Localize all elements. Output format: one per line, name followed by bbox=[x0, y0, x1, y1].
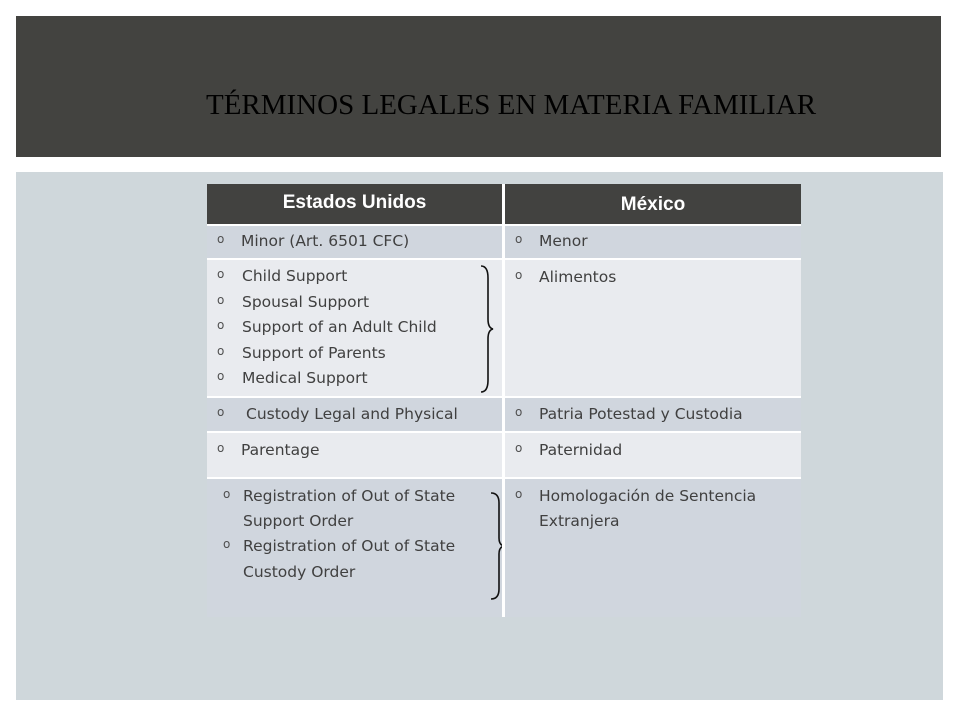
bullet-icon: o bbox=[217, 318, 225, 332]
us-term: Minor (Art. 6501 CFC) bbox=[241, 232, 410, 250]
us-term-continued: Custody Order bbox=[243, 563, 356, 581]
right-brace-icon bbox=[479, 264, 495, 394]
bullet-icon: o bbox=[217, 405, 225, 419]
mx-term: Paternidad bbox=[539, 441, 623, 459]
bullet-icon: o bbox=[515, 232, 523, 246]
us-term: Support of Parents bbox=[242, 344, 386, 362]
table-row-3-mx bbox=[505, 433, 801, 477]
table-row-1-mx bbox=[505, 260, 801, 396]
bullet-icon: o bbox=[217, 293, 225, 307]
bullet-icon: o bbox=[217, 267, 225, 281]
table-row-2-us bbox=[207, 398, 502, 431]
title-bar bbox=[16, 16, 941, 157]
us-term: Spousal Support bbox=[242, 293, 370, 311]
slide-title: TÉRMINOS LEGALES EN MATERIA FAMILIAR bbox=[206, 89, 817, 121]
mx-term: Patria Potestad y Custodia bbox=[539, 405, 743, 423]
bullet-icon: o bbox=[217, 232, 225, 246]
table-row-2-mx bbox=[505, 398, 801, 431]
right-brace-icon bbox=[487, 491, 502, 601]
us-term: Child Support bbox=[242, 267, 348, 285]
bullet-icon: o bbox=[515, 441, 523, 455]
mx-term: Menor bbox=[539, 232, 588, 250]
mx-term: Homologación de Sentencia bbox=[539, 487, 757, 505]
mx-term: Alimentos bbox=[539, 268, 617, 286]
header-mexico: México bbox=[505, 184, 801, 224]
us-term: Medical Support bbox=[242, 369, 368, 387]
header-estados-unidos: Estados Unidos bbox=[207, 184, 502, 224]
us-term: Registration of Out of State bbox=[243, 537, 456, 555]
bullet-icon: o bbox=[515, 268, 523, 282]
bullet-icon: o bbox=[217, 344, 225, 358]
bullet-icon: o bbox=[223, 487, 231, 501]
us-term: Parentage bbox=[241, 441, 320, 459]
table-row-1-us bbox=[207, 260, 502, 396]
us-term-continued: Support Order bbox=[243, 512, 354, 530]
bullet-icon: o bbox=[515, 487, 523, 501]
us-term: Custody Legal and Physical bbox=[246, 405, 458, 423]
terms-table bbox=[207, 184, 801, 617]
table-row-0-mx bbox=[505, 226, 801, 258]
bullet-icon: o bbox=[217, 369, 225, 383]
us-term: Registration of Out of State bbox=[243, 487, 456, 505]
us-term: Support of an Adult Child bbox=[242, 318, 437, 336]
table-row-3-us bbox=[207, 433, 502, 477]
table-row-4-mx bbox=[505, 479, 801, 617]
bullet-icon: o bbox=[217, 441, 225, 455]
bullet-icon: o bbox=[223, 537, 231, 551]
bullet-icon: o bbox=[515, 405, 523, 419]
table-row-4-us bbox=[207, 479, 502, 617]
mx-term-continued: Extranjera bbox=[539, 512, 620, 530]
table-row-0-us bbox=[207, 226, 502, 258]
